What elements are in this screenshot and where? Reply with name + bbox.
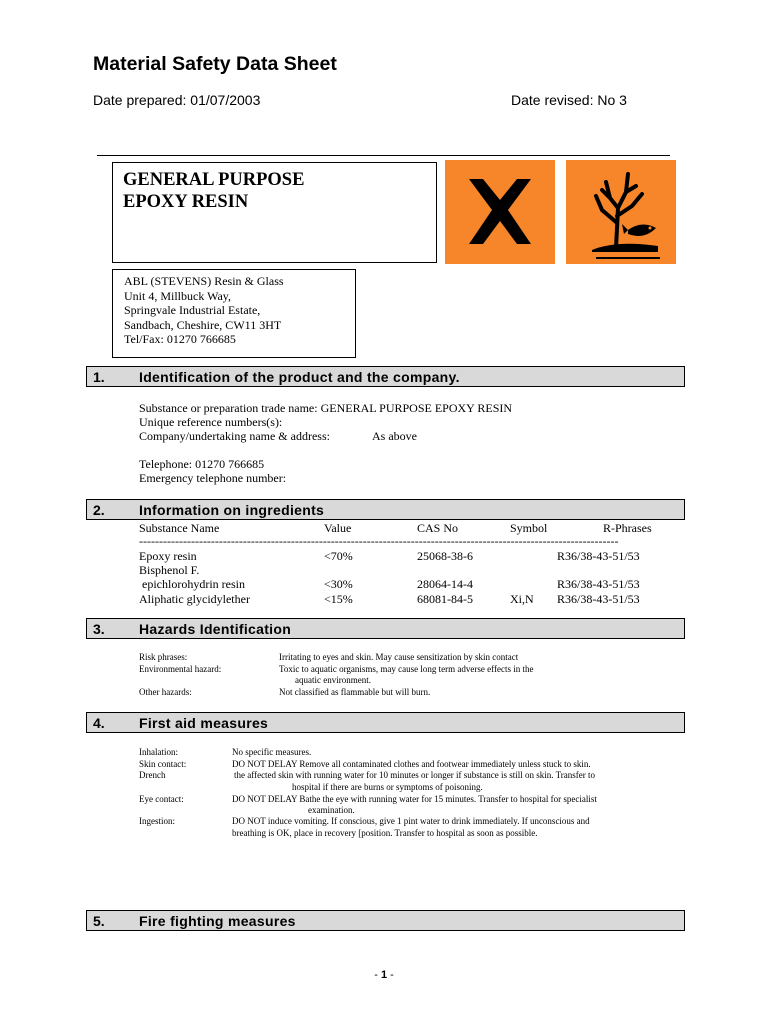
environmental-hazard-value: Toxic to aquatic organisms, may cause long term adverse effects in the <box>279 664 534 674</box>
environmental-hazard-label: Environmental hazard: <box>139 664 222 674</box>
company-value: As above <box>372 429 417 443</box>
row-rphrases: R36/38-43-51/53 <box>557 549 640 563</box>
eye-contact-value-cont: examination. <box>308 805 355 815</box>
eye-contact-label: Eye contact: <box>139 794 184 804</box>
environment-graphic <box>566 160 676 264</box>
date-revised: Date revised: No 3 <box>511 92 627 108</box>
row-rphrases: R36/38-43-51/53 <box>557 577 640 591</box>
header-divider <box>97 155 670 156</box>
date-prepared: Date prepared: 01/07/2003 <box>93 92 261 108</box>
table-divider: ------------------------------------------------------------------------------------------------------------------------ <box>139 534 619 548</box>
product-name-box <box>112 162 437 263</box>
section-title: Hazards Identification <box>139 621 292 637</box>
row-cas: 68081-84-5 <box>417 592 473 606</box>
section-4-header <box>86 712 685 733</box>
inhalation-label: Inhalation: <box>139 747 178 757</box>
ingestion-value-cont: breathing is OK, place in recovery [position. Transfer to hospital as soon as possible. <box>232 828 538 838</box>
skin-contact-value: DO NOT DELAY Remove all contaminated clothes and footwear immediately unless stuck to skin. <box>232 759 591 769</box>
section-5-header <box>86 910 685 931</box>
skin-contact-label: Skin contact: <box>139 759 187 769</box>
section-3-header <box>86 618 685 639</box>
row-symbol: Xi,N <box>510 592 534 606</box>
row-cas: 25068-38-6 <box>417 549 473 563</box>
footer-dash: - <box>387 969 394 981</box>
ingestion-value: DO NOT induce vomiting. If conscious, give 1 pint water to drink immediately. If unconscious and <box>232 816 590 826</box>
emergency-telephone: Emergency telephone number: <box>139 471 287 485</box>
company-address-line: Unit 4, Millbuck Way, <box>124 288 232 303</box>
col-header-cas: CAS No <box>417 521 459 535</box>
product-name-line2: EPOXY RESIN <box>123 192 249 212</box>
product-name-line1: GENERAL PURPOSE <box>123 170 305 190</box>
col-header-symbol: Symbol <box>510 521 548 535</box>
other-hazards-label: Other hazards: <box>139 687 192 697</box>
page-footer <box>0 969 768 981</box>
eye-contact-value: DO NOT DELAY Bathe the eye with running water for 15 minutes. Transfer to hospital for specialist <box>232 794 597 804</box>
page-number: 1 <box>380 969 388 981</box>
document-title: Material Safety Data Sheet <box>93 53 337 75</box>
ingestion-label: Ingestion: <box>139 816 175 826</box>
other-hazards-value: Not classified as flammable but will burn. <box>279 687 431 697</box>
company-name: ABL (STEVENS) Resin & Glass <box>124 274 284 288</box>
section-1-header <box>86 366 685 387</box>
drench-value: the affected skin with running water for 10 minutes or longer if substance is still on skin. Transfer to <box>234 770 596 780</box>
telephone: Telephone: 01270 766685 <box>139 457 265 471</box>
trade-name: Substance or preparation trade name: GENERAL PURPOSE EPOXY RESIN <box>139 401 513 415</box>
section-title: Fire fighting measures <box>139 913 296 929</box>
company-address-line: Sandbach, Cheshire, CW11 3HT <box>124 317 282 332</box>
section-title: First aid measures <box>139 715 269 731</box>
harmful-cross-graphic <box>445 160 555 264</box>
section-title: Information on ingredients <box>139 502 325 518</box>
company-phone: Tel/Fax: 01270 766685 <box>124 332 236 346</box>
row-substance: Epoxy resin <box>139 549 197 563</box>
risk-phrases-label: Risk phrases: <box>139 652 188 662</box>
reference-numbers: Unique reference numbers(s): <box>139 415 283 429</box>
col-header-substance: Substance Name <box>139 521 220 535</box>
row-substance: Aliphatic glycidylether <box>139 592 250 606</box>
row-rphrases: R36/38-43-51/53 <box>557 592 640 606</box>
row-value: <70% <box>324 549 353 563</box>
section-number: 4. <box>93 715 105 731</box>
company-label: Company/undertaking name & address: <box>139 429 330 443</box>
risk-phrases-value: Irritating to eyes and skin. May cause sensitization by skin contact <box>279 652 519 662</box>
section-number: 5. <box>93 913 105 929</box>
product-name <box>123 169 304 213</box>
section-title: Identification of the product and the company. <box>139 369 460 385</box>
col-header-rphrases: R-Phrases <box>603 521 652 535</box>
section-number: 2. <box>93 502 105 518</box>
col-header-value: Value <box>324 521 352 535</box>
environmental-hazard-value-cont: aquatic environment. <box>295 675 371 685</box>
company-address-line: Springvale Industrial Estate, <box>124 303 261 317</box>
dangerous-for-environment-icon <box>566 160 676 264</box>
inhalation-value: No specific measures. <box>232 747 312 757</box>
row-value: <30% <box>324 577 353 591</box>
drench-label: Drench <box>139 770 166 780</box>
row-substance: Bisphenol F. <box>139 563 200 577</box>
row-cas: 28064-14-4 <box>417 577 473 591</box>
row-substance: epichlorohydrin resin <box>139 577 245 591</box>
section-number: 3. <box>93 621 105 637</box>
footer-dash: - <box>374 969 381 981</box>
company-address-box <box>112 269 356 358</box>
harmful-cross-icon <box>445 160 555 264</box>
section-2-header <box>86 499 685 520</box>
row-value: <15% <box>324 592 353 606</box>
drench-value-cont: hospital if there are burns or symptoms of poisoning. <box>292 782 483 792</box>
section-number: 1. <box>93 369 105 385</box>
